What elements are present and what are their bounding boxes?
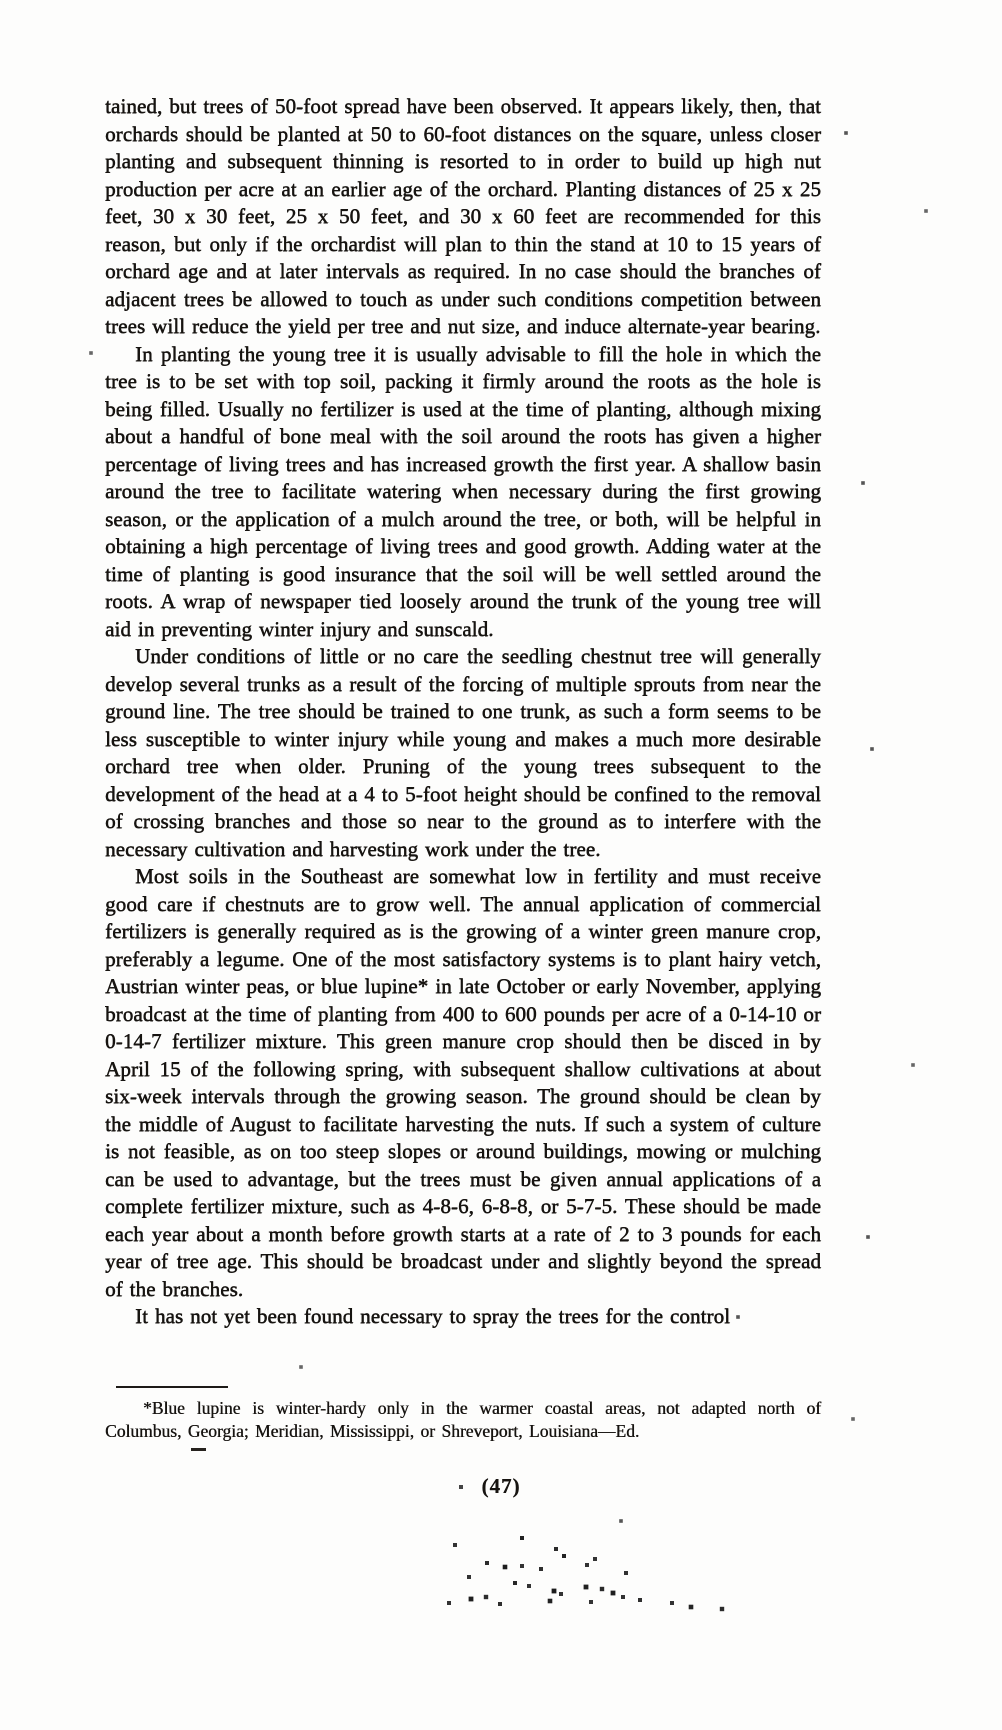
paragraph: In planting the young tree it is usually advisable to fill the hole in which the tree is to be set with top soil, packing it firmly around the roots as the hole is being filled. Usually no fertilizer is used at the time of planting, although mixing about a handful of bone meal with the soil around the roots has given a higher percentage of living trees and has increased growth the first year. A shallow basin around the tree to facilitate watering when necessary during the first growing season, or the application of a mulch around the tree, or both, will be helpful in obtaining a high percentage of living trees and good growth. Adding water at the time of planting is good insurance that the soil will be well settled around the roots. A wrap of newspaper tied loosely around the trunk of the young tree will aid in preventing winter injury and sunscald. — [105, 341, 821, 641]
paragraph: Most soils in the Southeast are somewhat low in fertility and must receive good care if chestnuts are to grow well. The annual application of commercial fertilizers is generally required as is the growing of a winter green manure crop, preferably a legume. One of the most satisfactory systems is to plant hairy vetch, Austrian winter peas, or blue lupine* in late October or early November, applying broadcast at the time of planting from 400 to 600 pounds per acre of a 0-14-10 or 0-14-7 fertilizer mixture. This green manure crop should then be disced in by April 15 of the following spring, with subsequent shallow cultivations at about six-week intervals through the growing season. The ground should be clean by the middle of August to facilitate harvesting the nuts. If such a system of culture is not feasible, as on too steep slopes or around buildings, mowing or mulching can be used to advantage, but the trees must be given annual applications of a complete fertilizer mixture, such as 4-8-6, 6-8-8, or 5-7-5. These should be made each year about a month before growth starts at a rate of 2 to 3 pounds for each year of tree age. This should be broadcast under and slightly beyond the spread of the branches. — [105, 864, 821, 1301]
paragraph: It has not yet been found necessary to spray the trees for the control — [135, 1304, 731, 1328]
footnote-rule — [116, 1386, 228, 1388]
footnote-text: *Blue lupine is winter-hardy only in the warmer coastal areas, not adapted north of Columbus, Georgia; Meridian, Mississippi, or Shreveport, Louisiana—Ed. — [105, 1398, 821, 1441]
footnote — [105, 1386, 821, 1443]
body-text — [105, 93, 821, 1331]
paragraph: Under conditions of little or no care the seedling chestnut tree will generally develop several trunks as a result of the forcing of multiple sprouts from near the ground line. The tree should be trained to one trunk, as such a form seems to be less susceptible to winter injury while young and makes a much more desirable orchard tree when older. Pruning of the young trees subsequent to the development of the head at a 4 to 5-foot height should be confined to the removal of crossing branches and those so near to the ground as to interfere with the necessary cultivation and harvesting work under the tree. — [105, 644, 821, 861]
scan-stray-mark — [191, 1448, 206, 1451]
page-number: (47) — [481, 1474, 521, 1498]
scan-noise-speckles — [0, 0, 2, 2]
paragraph: tained, but trees of 50-foot spread have been observed. It appears likely, then, that orchards should be planted at 50 to 60-foot distances on the square, unless closer planting and subsequent thinning is resorted to in order to build up high nut production per acre at an earlier age of the orchard. Planting distances of 25 x 25 feet, 30 x 30 feet, 25 x 50 feet, and 30 x 60 feet are recommended for this reason, but only if the orchardist will plan to thin the stand at 10 to 15 years of orchard age and at later intervals as required. In no case should the branches of adjacent trees be allowed to touch as under such conditions competition between trees will reduce the yield per tree and nut size, and induce alternate-year bearing. — [105, 94, 821, 338]
